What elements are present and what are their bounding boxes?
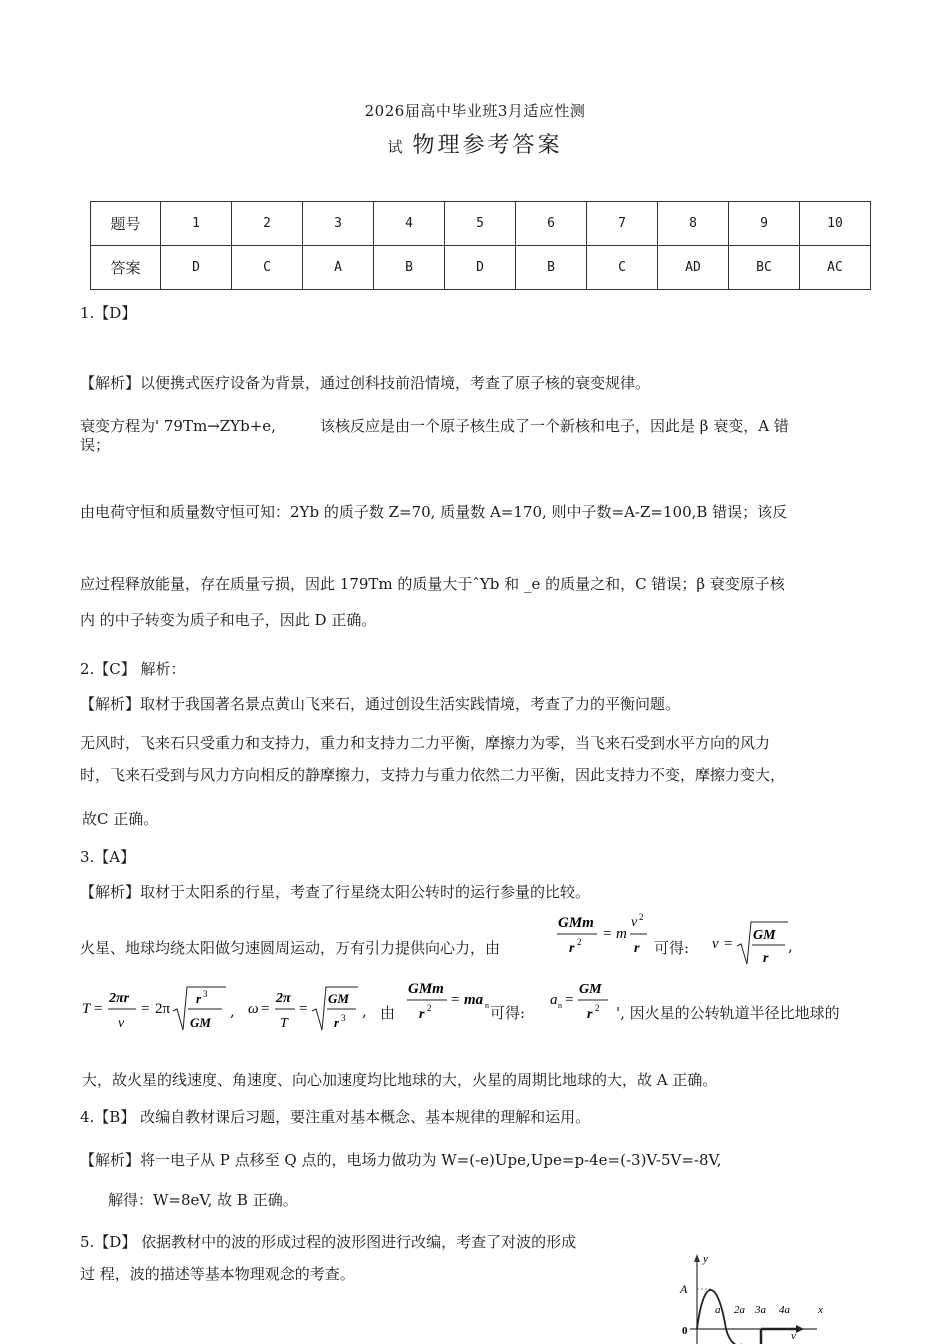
svg-text:r: r xyxy=(419,1007,425,1022)
q1-equation-explain: 该核反应是由一个原子核生成了一个新核和电子，因此是 β 衰变，A 错 xyxy=(320,417,789,435)
wave-velocity-arrow-icon xyxy=(796,1325,804,1333)
table-cell: C xyxy=(232,246,303,290)
svg-text:2: 2 xyxy=(595,1003,600,1013)
svg-text:v: v xyxy=(118,1016,125,1031)
formula-period xyxy=(80,984,230,1034)
svg-text:2: 2 xyxy=(577,937,582,947)
q3-comma-2: , xyxy=(230,1002,235,1020)
table-cell: 1 xyxy=(161,202,232,246)
q2-line2: 时，飞来石受到与风力方向相反的静摩擦力，支持力与重力依然二力平衡，因此支持力不变，摩擦力变大， xyxy=(80,766,786,784)
q4-analysis: 【解析】将一电子从 P 点移至 Q 点的，电场力做功为 W=(-e)Upe,Upe=p-4e=(-3)V-5V=-8V, xyxy=(80,1151,722,1169)
table-cell: B xyxy=(374,246,445,290)
document-title: 2026届高中毕业班3月适应性测 xyxy=(364,102,586,120)
table-cell: 9 xyxy=(729,202,800,246)
table-cell: 6 xyxy=(516,202,587,246)
svg-text:=: = xyxy=(724,936,733,952)
q2-line1: 无风时，飞来石只受重力和支持力，重力和支持力二力平衡，摩擦力为零，当飞来石受到水平方向的风力 xyxy=(80,734,771,752)
wave-curve xyxy=(697,1290,742,1344)
q3-line1-text: 火星、地球均绕太阳做匀速圆周运动，万有引力提供向心力，由 xyxy=(80,939,501,957)
q4-result: 解得：W=8eV, 故 B 正确。 xyxy=(108,1191,298,1209)
svg-text:r: r xyxy=(196,991,202,1006)
svg-text:GMm: GMm xyxy=(408,981,444,997)
q3-you: 由 xyxy=(380,1004,396,1022)
q3-heading: 3.【A】 xyxy=(80,848,136,866)
q4-heading: 4.【B】 改编自教材课后习题，要注重对基本概念、基本规律的理解和运用。 xyxy=(80,1108,591,1126)
q5-line2: 过 程，波的描述等基本物理观念的考查。 xyxy=(80,1265,355,1283)
svg-text:3: 3 xyxy=(341,1013,346,1023)
svg-text:2π: 2π xyxy=(155,1001,171,1017)
wave-tick-a: a xyxy=(715,1304,721,1316)
q3-can-get-2: 可得: xyxy=(490,1004,526,1022)
q3-can-get-1: 可得: xyxy=(654,939,690,957)
svg-text:ma: ma xyxy=(464,992,484,1008)
subtitle-main: 物理参考答案 xyxy=(412,133,563,158)
q1-equation-wrap: 误； xyxy=(80,436,111,454)
document-subtitle xyxy=(0,128,950,159)
wave-x-label: x xyxy=(818,1304,823,1316)
table-cell: A xyxy=(303,246,374,290)
svg-text:=: = xyxy=(603,926,612,942)
table-row-answers xyxy=(91,246,871,290)
table-row-label: 题号 xyxy=(91,202,161,246)
svg-text:GM: GM xyxy=(753,928,776,943)
table-cell: AD xyxy=(658,246,729,290)
formula-acceleration xyxy=(548,976,618,1026)
svg-text:2: 2 xyxy=(639,912,644,922)
formula-gravity-centripetal xyxy=(555,910,655,960)
svg-text:r: r xyxy=(587,1007,593,1022)
svg-text:GM: GM xyxy=(190,1015,211,1030)
svg-text:r: r xyxy=(763,951,769,966)
q3-analysis: 【解析】取材于太阳系的行星，考查了行星绕太阳公转时的运行参量的比较。 xyxy=(80,883,591,901)
q2-line3: 故C 正确。 xyxy=(82,810,159,828)
svg-text:m: m xyxy=(616,926,627,942)
svg-text:GM: GM xyxy=(328,991,349,1006)
table-cell: AC xyxy=(800,246,871,290)
formula-angular-velocity xyxy=(246,984,361,1034)
q1-line5: 内 的中子转变为质子和电子，因此 D 正确。 xyxy=(80,611,377,629)
svg-text:=: = xyxy=(565,992,574,1008)
svg-text:=: = xyxy=(141,1001,150,1017)
svg-text:r: r xyxy=(334,1015,340,1030)
svg-text:T: T xyxy=(82,1001,91,1017)
q5-heading: 5.【D】 依据教材中的波的形成过程的波形图进行改编，考查了对波的形成 xyxy=(80,1233,577,1251)
svg-text:T: T xyxy=(280,1016,288,1031)
q3-comma-1: , xyxy=(788,937,793,955)
table-cell: 2 xyxy=(232,202,303,246)
answer-table xyxy=(90,201,871,290)
svg-text:=: = xyxy=(94,1001,103,1017)
table-cell: D xyxy=(161,246,232,290)
table-cell: B xyxy=(516,246,587,290)
svg-text:n: n xyxy=(485,1001,489,1010)
table-cell: 3 xyxy=(303,202,374,246)
q3-comma-3: , xyxy=(362,1002,367,1020)
svg-text:2π: 2π xyxy=(276,991,291,1006)
formula-velocity xyxy=(710,918,790,968)
q3-line3: 大，故火星的线速度、角速度、向心加速度均比地球的大，火星的周期比地球的大，故 A 正确。 xyxy=(82,1071,718,1089)
svg-text:r: r xyxy=(569,941,575,956)
q1-equation: 衰变方程为' 79Tm→ZYb+e, xyxy=(80,417,276,435)
wave-tick-3a: 3a xyxy=(755,1304,766,1316)
svg-text:ω: ω xyxy=(248,1001,259,1017)
subtitle-prefix: 试 xyxy=(387,138,403,156)
wave-figure xyxy=(676,1252,826,1344)
svg-text:=: = xyxy=(261,1001,270,1017)
svg-text:a: a xyxy=(550,992,558,1008)
svg-text:GM: GM xyxy=(579,982,602,997)
table-row-label: 答案 xyxy=(91,246,161,290)
svg-text:2πr: 2πr xyxy=(109,991,130,1006)
table-cell: 5 xyxy=(445,202,516,246)
q3-line2-tail: ', 因火星的公转轨道半径比地球的 xyxy=(616,1004,840,1022)
svg-text:v: v xyxy=(631,915,638,930)
wave-y-arrow-icon xyxy=(694,1254,700,1262)
wave-amp-label: A xyxy=(680,1282,688,1296)
svg-text:2: 2 xyxy=(427,1003,432,1013)
q1-heading: 1.【D】 xyxy=(80,304,137,322)
table-cell: BC xyxy=(729,246,800,290)
formula-gravity-acceleration xyxy=(405,976,495,1026)
table-cell: 7 xyxy=(587,202,658,246)
table-cell: 8 xyxy=(658,202,729,246)
q2-analysis: 【解析】取材于我国著名景点黄山飞来石，通过创设生活实践情境，考查了力的平衡问题。 xyxy=(80,695,681,713)
table-cell: C xyxy=(587,246,658,290)
svg-text:v: v xyxy=(712,936,719,952)
svg-text:r: r xyxy=(634,941,640,956)
table-cell: D xyxy=(445,246,516,290)
q1-analysis: 【解析】以便携式医疗设备为背景，通过创科技前沿情境，考查了原子核的衰变规律。 xyxy=(80,374,651,392)
table-row-numbers xyxy=(91,202,871,246)
svg-text:GMm: GMm xyxy=(558,915,594,931)
svg-text:=: = xyxy=(451,992,460,1008)
table-cell: 10 xyxy=(800,202,871,246)
q1-line3: 由电荷守恒和质量数守恒可知：2Yb 的质子数 Z=70, 质量数 A=170, 则中子数=A-Z=100,B 错误；该反 xyxy=(80,503,788,521)
wave-y-label: y xyxy=(703,1253,708,1265)
svg-text:3: 3 xyxy=(203,989,208,999)
wave-origin-label: 0 xyxy=(682,1325,688,1337)
wave-tick-2a: 2a xyxy=(734,1304,745,1316)
svg-text:=: = xyxy=(299,1001,308,1017)
wave-tick-4a: 4a xyxy=(779,1304,790,1316)
wave-v-label: v xyxy=(791,1330,796,1342)
table-cell: 4 xyxy=(374,202,445,246)
q1-line4: 应过程释放能量，存在质量亏损，因此 179Tm 的质量大于ˆYb 和 _e 的质量之和，C 错误；β 衰变原子核 xyxy=(80,575,785,593)
svg-text:n: n xyxy=(558,1001,562,1010)
q2-heading: 2.【C】 解析： xyxy=(80,660,186,678)
